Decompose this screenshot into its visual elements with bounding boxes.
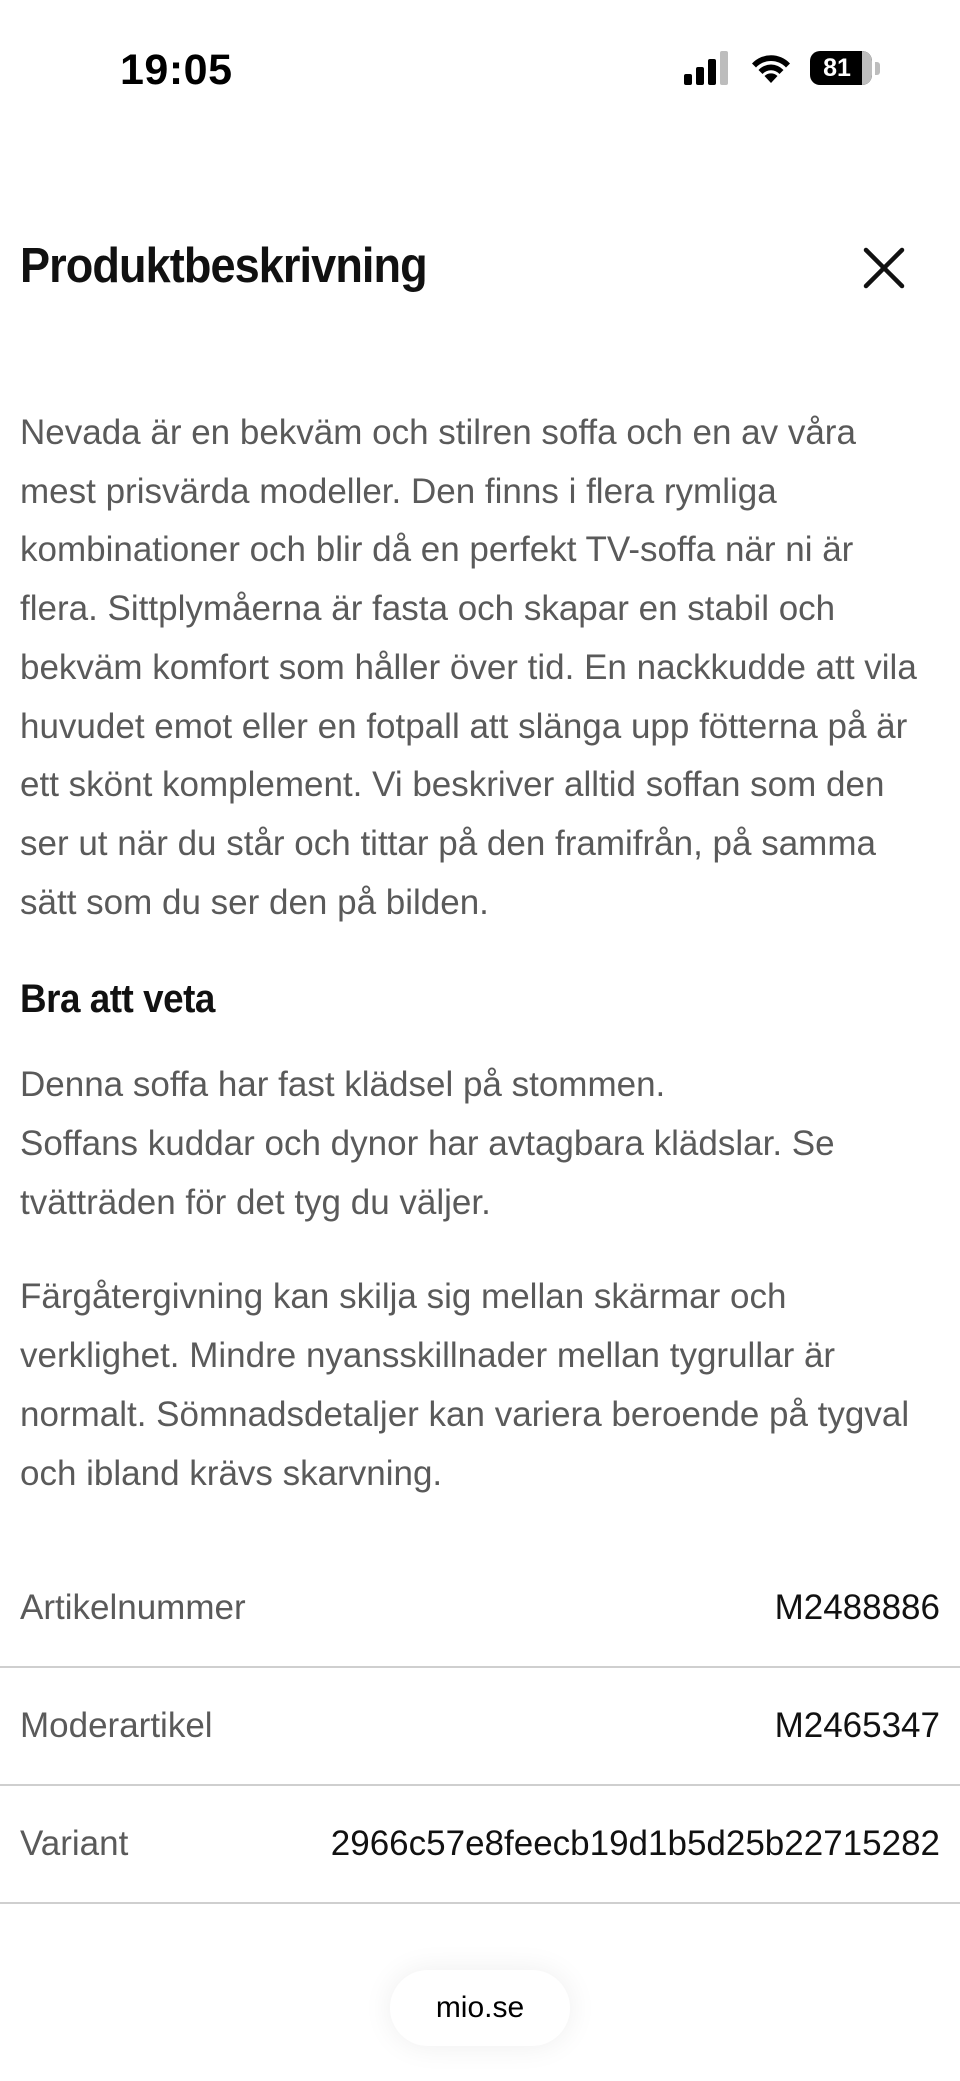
spec-value: M2465347 [774, 1706, 940, 1745]
browser-url-pill[interactable] [390, 1970, 570, 2046]
spec-label: Moderartikel [20, 1706, 213, 1745]
spec-row-article-number [0, 1550, 960, 1668]
spec-value: 2966c57e8feecb19d1b5d25b22715282 [330, 1824, 940, 1863]
good-to-know-block [20, 1056, 940, 1232]
upholstery-line-2: Soffans kuddar och dynor har avtagbara klädslar. Se tvätträden för det tyg du väljer. [20, 1124, 835, 1222]
close-button[interactable] [856, 240, 912, 296]
upholstery-line-1: Denna soffa har fast klädsel på stommen. [20, 1065, 666, 1105]
description-text: Nevada är en bekväm och stilren soffa och en av våra mest prisvärda modeller. Den finns i flera rymliga kombinationer och blir då en perfekt TV-soffa när ni är flera. Sittplymåerna är fasta och skapar en stabil och bekväm komfort som håller över tid. En nackkudde att vila huvudet emot eller en fotpall att slänga upp fötterna på är ett skönt komplement. Vi beskriver alltid soffan som den ser ut när du står och tittar på den framifrån, på samma sätt som du ser den på bilden. [20, 413, 917, 922]
wifi-icon [748, 50, 794, 86]
battery-icon [810, 51, 880, 85]
battery-body [810, 51, 872, 85]
spec-row-variant [0, 1786, 960, 1904]
good-to-know-heading: Bra att veta [20, 977, 215, 1022]
color-info: Färgåtergivning kan skilja sig mellan skärmar och verklighet. Mindre nyansskillnader mellan tygrullar är normalt. Sömnadsdetaljer kan variera beroende på tygval och ibland krävs skarvning. [20, 1277, 910, 1493]
spec-value: M2488886 [774, 1588, 940, 1627]
status-time: 19:05 [120, 46, 233, 94]
sheet-header [0, 220, 960, 320]
spec-table [0, 1550, 960, 1904]
url-text: mio.se [435, 1991, 525, 2024]
signal-icon [682, 50, 732, 86]
product-description [20, 404, 940, 1503]
spec-row-parent-article [0, 1668, 960, 1786]
status-icons [682, 50, 880, 86]
upholstery-info [20, 1056, 940, 1232]
spec-label: Artikelnummer [20, 1588, 246, 1627]
close-icon[interactable] [856, 240, 912, 296]
color-info-block [20, 1268, 940, 1503]
spec-label: Variant [20, 1824, 129, 1863]
battery-level: 81 [823, 53, 851, 82]
status-bar [0, 0, 960, 140]
page-title: Produktbeskrivning [20, 239, 427, 293]
